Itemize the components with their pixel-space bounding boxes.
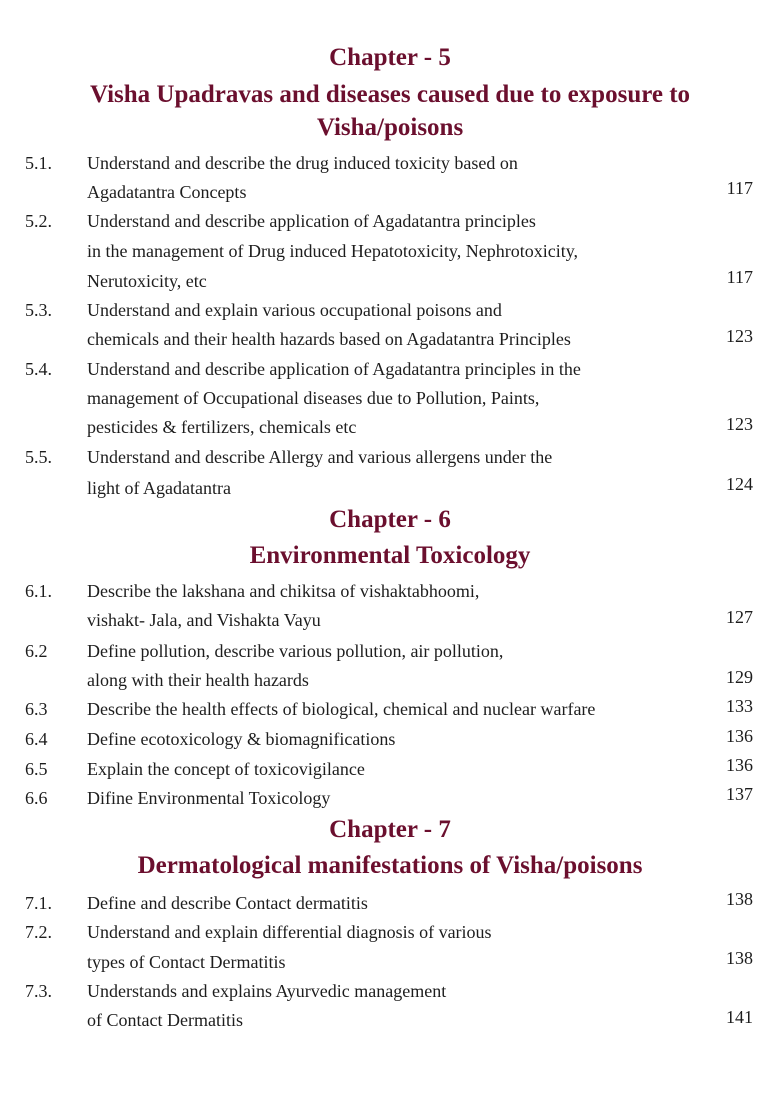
entry-number: 6.4 — [25, 729, 48, 749]
page-number: 117 — [726, 178, 753, 198]
entry-number: 5.1. — [25, 153, 52, 173]
entry-text: of Contact Dermatitis — [87, 1010, 243, 1030]
page-number: 137 — [726, 784, 753, 804]
chapter-title: Visha/poisons — [316, 114, 464, 141]
entry-number: 6.5 — [25, 759, 48, 779]
page-number: 136 — [726, 726, 753, 746]
entry-number: 7.1. — [25, 893, 52, 913]
entry-text: light of Agadatantra — [87, 478, 231, 498]
entry-text: along with their health hazards — [87, 670, 309, 690]
page-number: 133 — [726, 696, 753, 716]
chapter-heading: Chapter - 5 — [329, 44, 451, 71]
page-number: 127 — [726, 607, 753, 627]
entry-text: Agadatantra Concepts — [87, 182, 247, 202]
entry-text: Define pollution, describe various pollution, air pollution, — [87, 641, 504, 661]
entry-text: Understand and describe application of Agadatantra principles in the — [87, 359, 581, 379]
entry-text: chemicals and their health hazards based on Agadatantra Principles — [87, 329, 571, 349]
chapter-heading: Chapter - 6 — [329, 506, 451, 533]
entry-text: Describe the health effects of biological, chemical and nuclear warfare — [87, 699, 596, 719]
page-number: 141 — [726, 1007, 753, 1027]
entry-number: 6.2 — [25, 641, 48, 661]
entry-text: Explain the concept of toxicovigilance — [87, 759, 365, 779]
entry-text: types of Contact Dermatitis — [87, 952, 286, 972]
entry-text: Describe the lakshana and chikitsa of vishaktabhoomi, — [87, 581, 480, 601]
entry-number: 5.4. — [25, 359, 52, 379]
entry-text: Understand and explain various occupational poisons and — [87, 300, 502, 320]
chapter-title: Visha Upadravas and diseases caused due to exposure to — [89, 81, 691, 108]
page-number: 123 — [726, 326, 753, 346]
entry-text: Nerutoxicity, etc — [87, 271, 207, 291]
entry-number: 6.1. — [25, 581, 52, 601]
chapter-heading: Chapter - 7 — [329, 816, 451, 843]
entry-text: Understand and describe Allergy and various allergens under the — [87, 447, 553, 467]
entry-text: Understand and describe the drug induced toxicity based on — [87, 153, 518, 173]
page-number: 123 — [726, 414, 753, 434]
entry-text: management of Occupational diseases due to Pollution, Paints, — [87, 388, 540, 408]
entry-number: 5.5. — [25, 447, 52, 467]
page-number: 124 — [726, 474, 753, 494]
entry-text: Understands and explains Ayurvedic management — [87, 981, 447, 1001]
entry-text: Difine Environmental Toxicology — [87, 788, 331, 808]
page-number: 138 — [726, 948, 753, 968]
entry-number: 7.2. — [25, 922, 52, 942]
entry-number: 5.2. — [25, 211, 52, 231]
entry-text: Define ecotoxicology & biomagnifications — [87, 729, 396, 749]
entry-number: 5.3. — [25, 300, 52, 320]
entry-text: Define and describe Contact dermatitis — [87, 893, 368, 913]
entry-text: Understand and describe application of Agadatantra principles — [87, 211, 536, 231]
entry-text: Understand and explain differential diagnosis of various — [87, 922, 492, 942]
entry-number: 6.6 — [25, 788, 48, 808]
page-number: 136 — [726, 755, 753, 775]
chapter-title: Dermatological manifestations of Visha/poisons — [137, 852, 643, 879]
entry-number: 6.3 — [25, 699, 48, 719]
entry-text: in the management of Drug induced Hepatotoxicity, Nephrotoxicity, — [87, 241, 579, 261]
page-number: 117 — [726, 267, 753, 287]
entry-text: pesticides & fertilizers, chemicals etc — [87, 417, 357, 437]
entry-text: vishakt- Jala, and Vishakta Vayu — [87, 610, 321, 630]
entry-number: 7.3. — [25, 981, 52, 1001]
page-number: 138 — [726, 889, 753, 909]
chapter-title: Environmental Toxicology — [249, 542, 531, 569]
page-number: 129 — [726, 667, 753, 687]
